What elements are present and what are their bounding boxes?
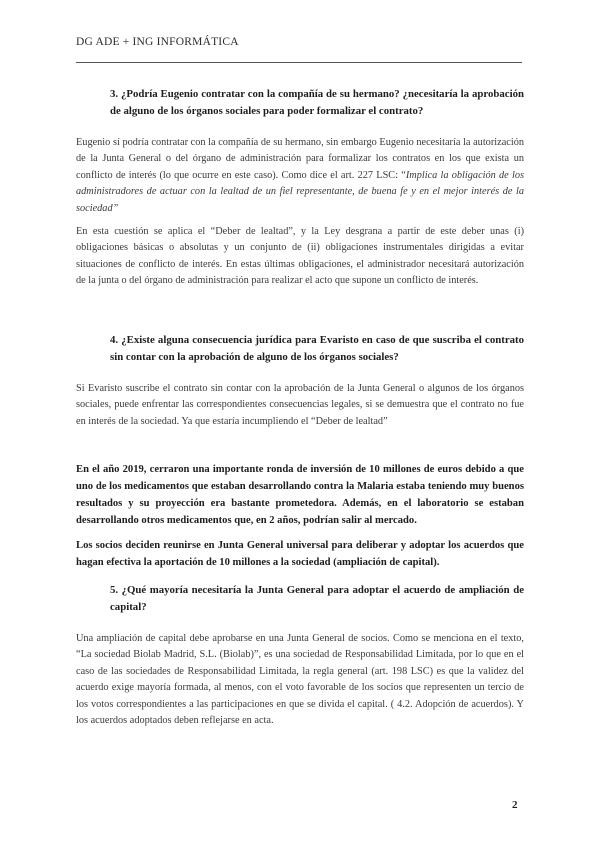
context-paragraph-1: En el año 2019, cerraron una importante ronda de inversión de 10 millones de euros debido a que uno de los medicamentos que estaban desarrollando contra la Malaria estaba teniendo muy buenos resultados y su proyección era bastante prometedora. Además, en el laboratorio se estaban desarrollando otros medicamentos que, en 2 años, podrían salir al mercado.: [76, 464, 524, 526]
question-4: 4. ¿Existe alguna consecuencia jurídica para Evaristo en caso de que suscriba el contrato sin contar con la aprobación de alguno de los órganos sociales?: [110, 334, 524, 363]
question-5: 5. ¿Qué mayoría necesitaría la Junta General para adoptar el acuerdo de ampliación de capital?: [110, 584, 524, 613]
answer-3-paragraph-2: En esta cuestión se aplica el “Deber de lealtad”, y la Ley desgrana a partir de este deber unas (i) obligaciones básicas o absolutas y un conjunto de (ii) obligaciones instrumentales dirigidas a evitar situaciones de conflicto de interés. En estas últimas obligaciones, el administrador necesitará autorización de la junta o del órgano de administración para realizar el acto que supone un conflicto de interés.: [76, 226, 524, 287]
answer-3-paragraph-1: [76, 135, 524, 217]
context-paragraph-2: Los socios deciden reunirse en Junta General universal para deliberar y adoptar los acuerdos que hagan efectiva la aportación de 10 millones a la sociedad (ampliación de capital).: [76, 540, 524, 568]
answer-5: Una ampliación de capital debe aprobarse en una Junta General de socios. Como se menciona en el texto, “La sociedad Biolab Madrid, S.L. (Biolab)”, es una sociedad de Responsabilidad Limitada, por lo que en el caso de las sociedades de Responsabilidad Limitada, la regla general (art. 198 LSC) es que la validez del acuerdo exige mayoría formada, al menos, con el voto favorable de los socios que representen un tercio de los votos correspondientes a las participaciones en que se divida el capital. ( 4.2. Adopción de acuerdos). Y los acuerdos adoptados deben reflejarse en acta.: [76, 633, 524, 727]
answer-3-text: Eugenio sí podría contratar con la compañía de su hermano, sin embargo Eugenio necesitaría la autorización de la Junta General o del órgano de administración para formalizar los contratos en los que exista un conflicto de interés (lo que ocurre en este caso). Como dice el art. 227 LSC: “: [76, 137, 524, 181]
question-3: 3. ¿Podría Eugenio contratar con la compañía de su hermano? ¿necesitaría la aprobación de alguno de los órganos sociales para poder formalizar el contrato?: [110, 88, 524, 117]
page-number: 2: [512, 799, 518, 811]
answer-3-quote: Implica la obligación de los administradores de actuar con la lealtad de un fiel representante, de buena fe y en el mejor interés de la sociedad”: [76, 169, 524, 214]
header-divider: [76, 62, 522, 63]
answer-4: Si Evaristo suscribe el contrato sin contar con la aprobación de la Junta General o algunos de los órganos sociales, puede enfrentar las correspondientes consecuencias legales, si se demuestra que el contrato no fue en interés de la sociedad. Ya que estaría incumpliendo el “Deber de lealtad”: [76, 383, 524, 427]
document-header: DG ADE + ING INFORMÁTICA: [76, 36, 239, 48]
